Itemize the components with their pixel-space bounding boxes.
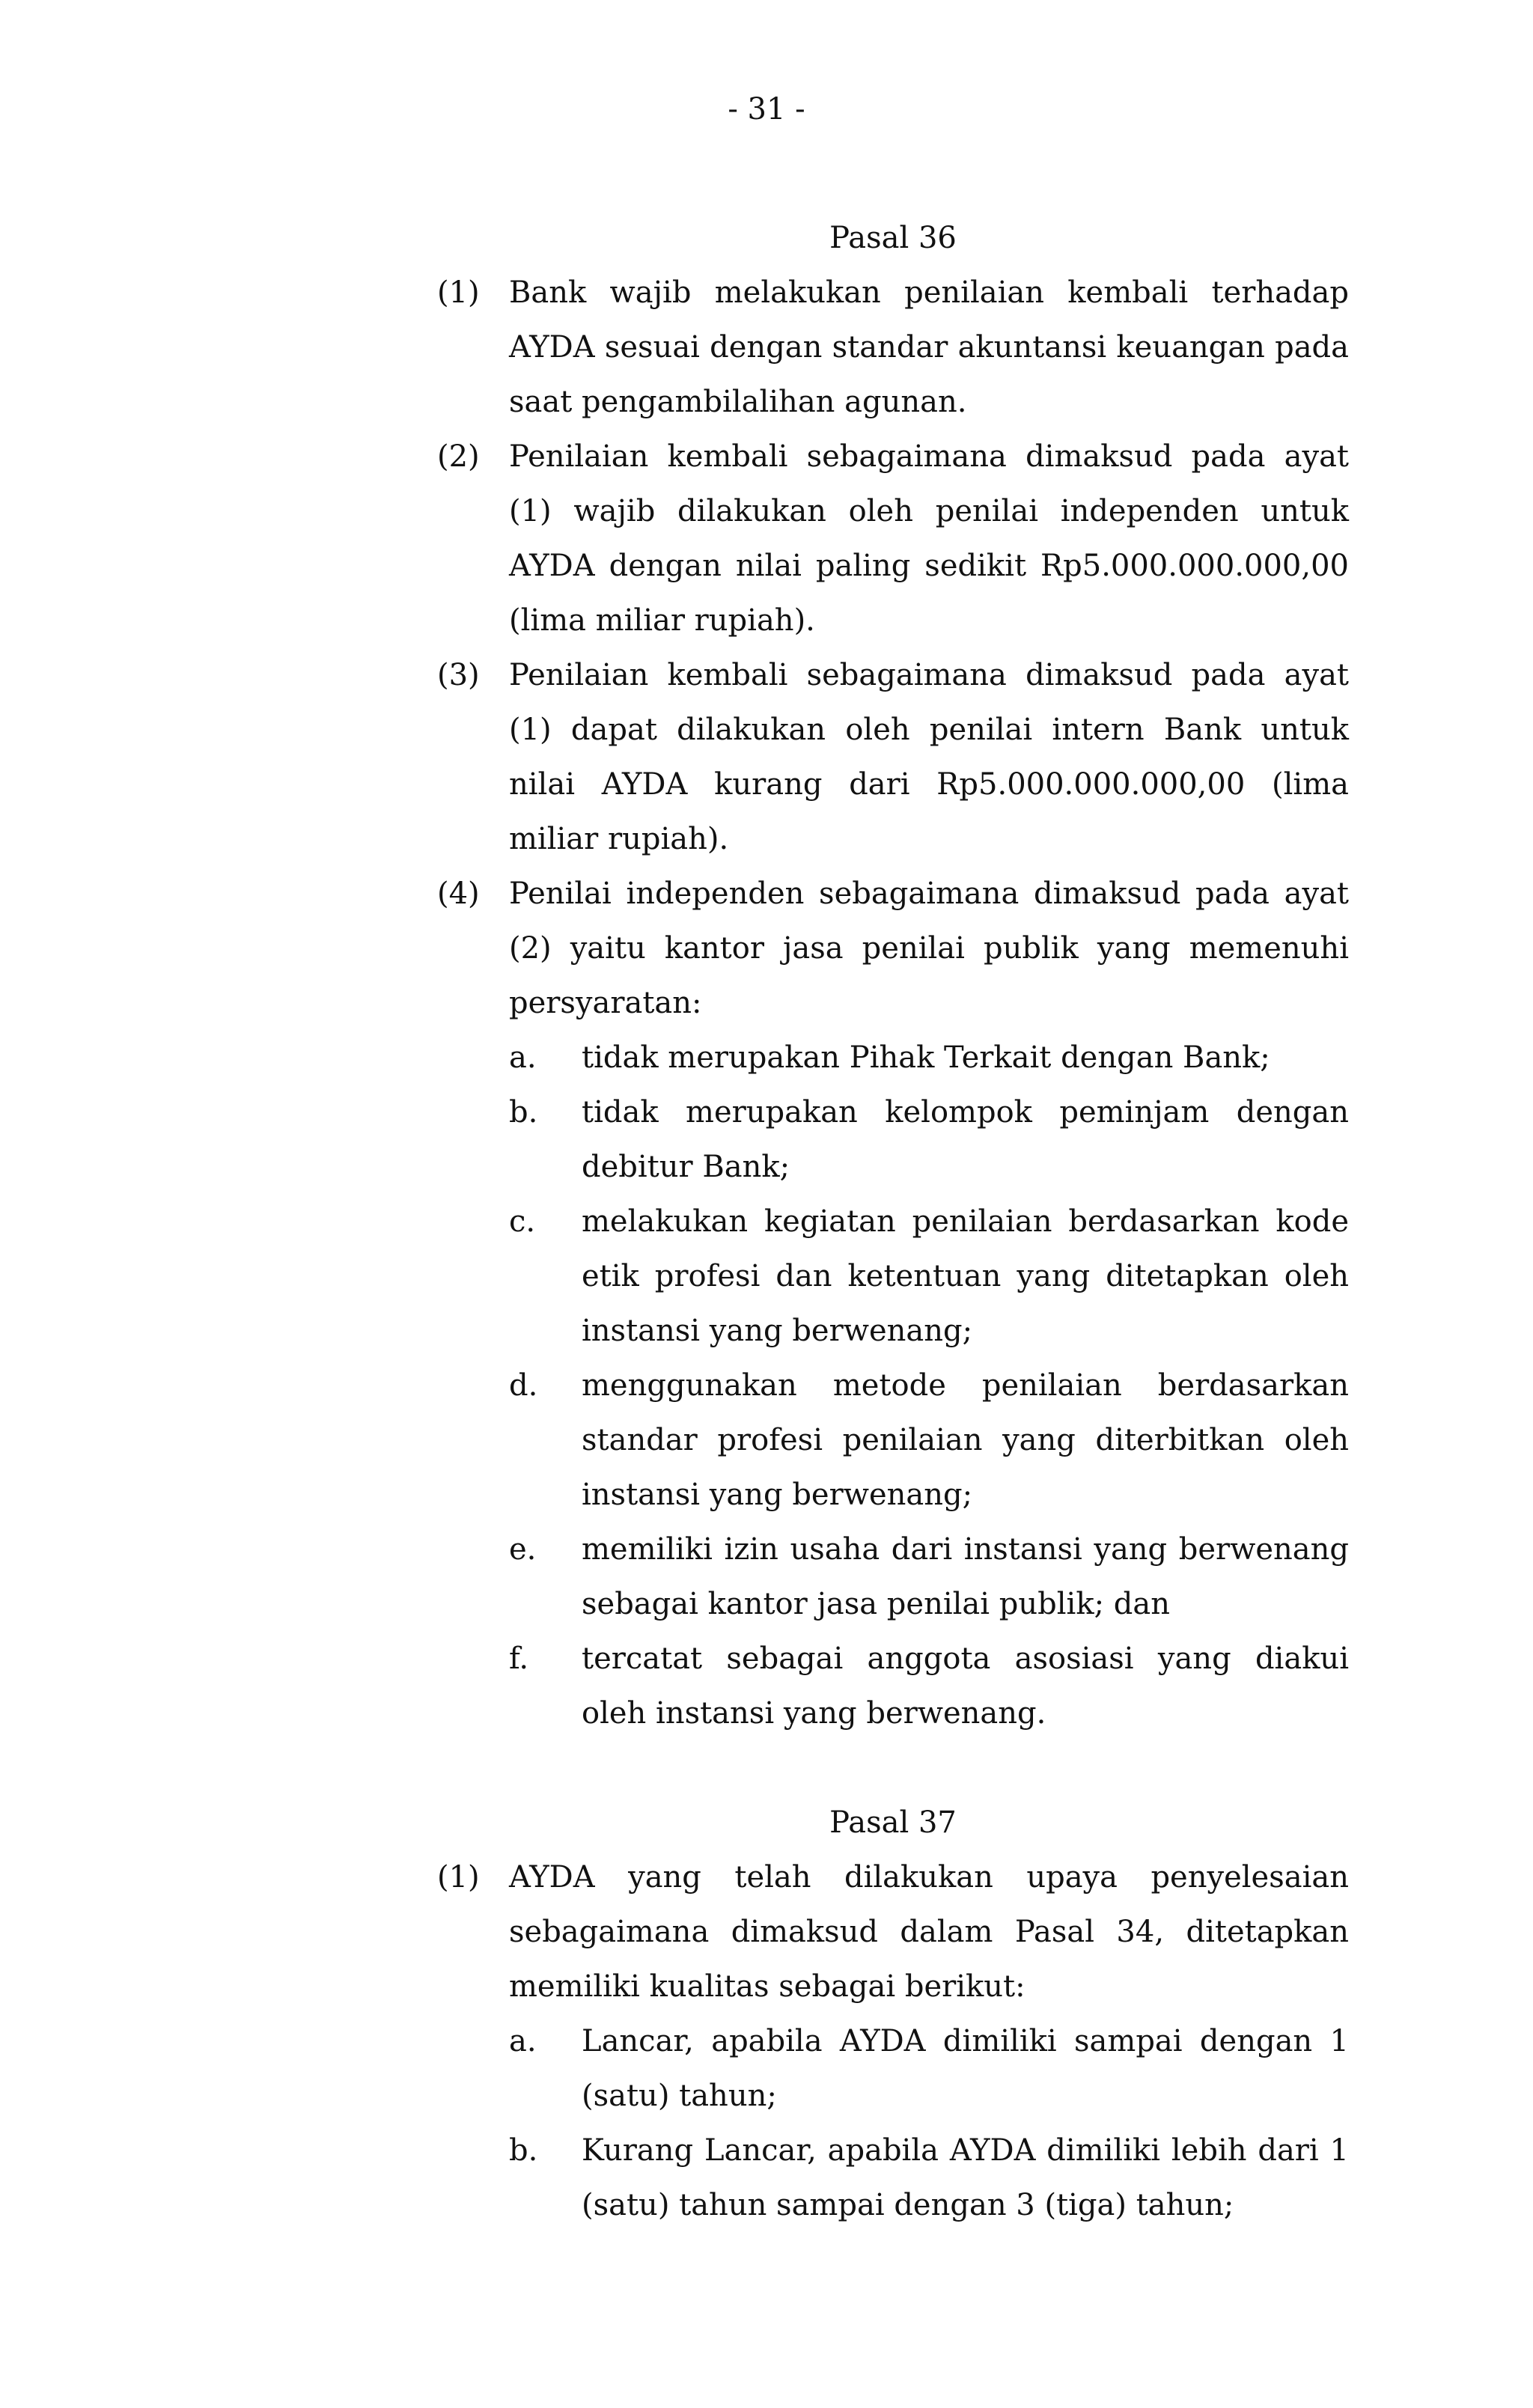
pasal-37-title: Pasal 37 (829, 1805, 957, 1840)
list-item-text: memiliki izin usaha dari instansi yang berwenang sebagai kantor jasa penilai publik; dan (582, 1532, 1349, 1621)
ayat-number: (3) (437, 658, 480, 692)
ayat-text: Penilaian kembali sebagaimana dimaksud pada ayat (1) wajib dilakukan oleh penilai independen untuk AYDA dengan nilai paling sedikit Rp5.000.000.000,00 (lima miliar rupiah). (509, 439, 1349, 638)
list-item (509, 2124, 1349, 2233)
pasal-36-ayat-3 (437, 648, 1349, 867)
list-item-letter: c. (509, 1204, 536, 1239)
list-item (509, 1359, 1349, 1522)
pasal-37-ayat-1 (437, 1850, 1349, 2233)
list-item (509, 2014, 1349, 2124)
list-item-letter: a. (509, 1040, 537, 1075)
ayat-text: Penilai independen sebagaimana dimaksud pada ayat (2) yaitu kantor jasa penilai publik yang memenuhi persyaratan: (509, 877, 1349, 1020)
ayat-number: (4) (437, 877, 480, 911)
list-item-text: menggunakan metode penilaian berdasarkan standar profesi penilaian yang diterbitkan oleh instansi yang berwenang; (582, 1368, 1349, 1512)
list-item (509, 1522, 1349, 1632)
list-item-letter: e. (509, 1532, 537, 1567)
section-gap (437, 1741, 1349, 1796)
list-item (509, 1632, 1349, 1741)
pasal-36-ayat-1 (437, 266, 1349, 430)
ayat-number: (1) (437, 1860, 480, 1895)
list-item (509, 1031, 1349, 1085)
ayat-number: (2) (437, 439, 480, 474)
page-number: - 31 - (728, 92, 805, 127)
list-item-text: melakukan kegiatan penilaian berdasarkan kode etik profesi dan ketentuan yang ditetapkan oleh instansi yang berwenang; (582, 1204, 1349, 1348)
document-body (437, 211, 1349, 2233)
list-item (509, 1085, 1349, 1195)
ayat-text: Penilaian kembali sebagaimana dimaksud pada ayat (1) dapat dilakukan oleh penilai intern Bank untuk nilai AYDA kurang dari Rp5.000.000.000,00 (lima miliar rupiah). (509, 658, 1349, 856)
list-item-letter: b. (509, 2133, 538, 2168)
ayat-text: AYDA yang telah dilakukan upaya penyelesaian sebagaimana dimaksud dalam Pasal 34, ditetapkan memiliki kualitas sebagai berikut: (509, 1860, 1349, 2004)
list-item (509, 1195, 1349, 1359)
list-item-text: Lancar, apabila AYDA dimiliki sampai dengan 1 (satu) tahun; (582, 2024, 1349, 2113)
list-item-letter: f. (509, 1642, 529, 1676)
pasal-36-title: Pasal 36 (829, 221, 957, 255)
list-item-text: tercatat sebagai anggota asosiasi yang diakui oleh instansi yang berwenang. (582, 1642, 1349, 1731)
list-item-letter: d. (509, 1368, 538, 1403)
list-item-letter: b. (509, 1095, 538, 1130)
list-item-letter: a. (509, 2024, 537, 2058)
ayat-number: (1) (437, 275, 480, 310)
ayat-text: Bank wajib melakukan penilaian kembali terhadap AYDA sesuai dengan standar akuntansi keuangan pada saat pengambilalihan agunan. (509, 275, 1349, 419)
pasal-36-ayat-2 (437, 430, 1349, 648)
pasal-36-ayat-4 (437, 867, 1349, 1741)
list-item-text: tidak merupakan Pihak Terkait dengan Bank; (582, 1040, 1270, 1075)
list-item-text: tidak merupakan kelompok peminjam dengan debitur Bank; (582, 1095, 1349, 1184)
list-item-text: Kurang Lancar, apabila AYDA dimiliki lebih dari 1 (satu) tahun sampai dengan 3 (tiga) tahun; (582, 2133, 1349, 2222)
